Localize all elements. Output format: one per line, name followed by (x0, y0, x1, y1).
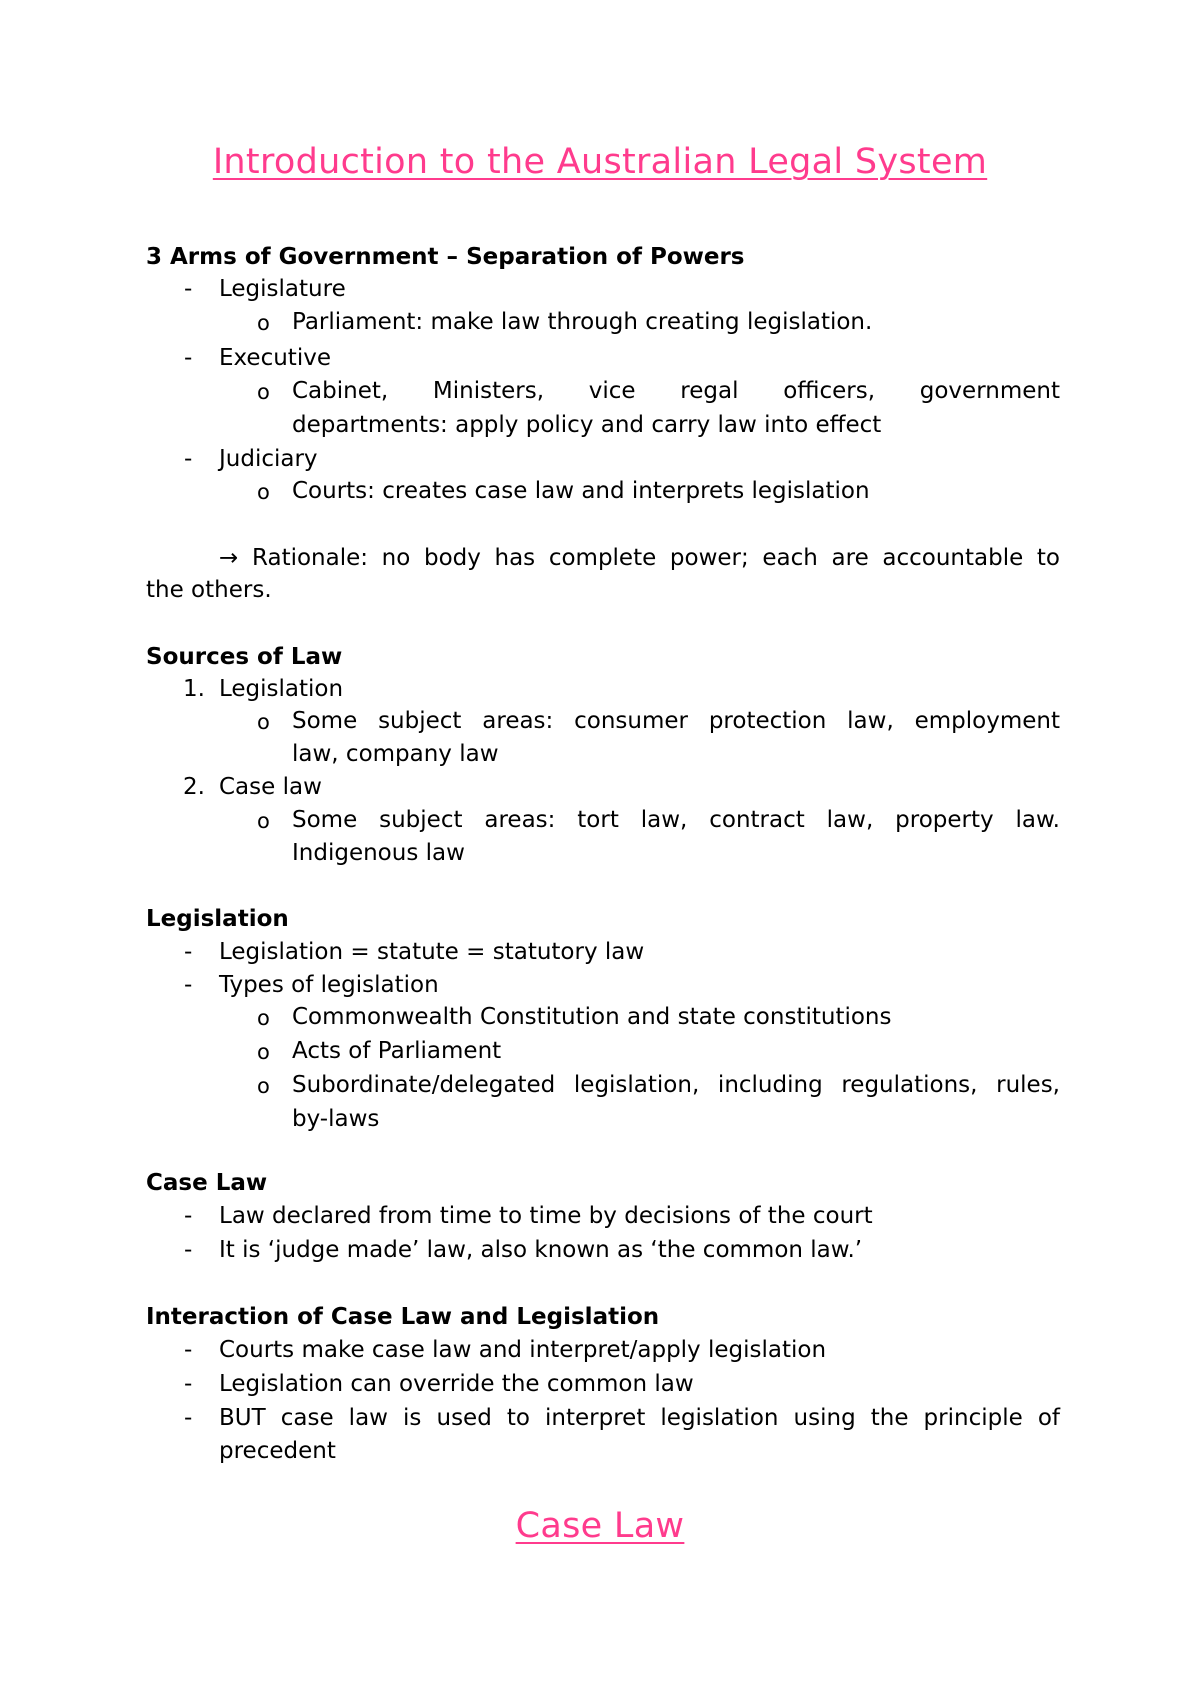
bullet-marker: o (257, 1040, 270, 1064)
bullet-marker: o (257, 1006, 270, 1030)
section-heading-sources: Sources of Law (146, 644, 343, 670)
list-item-law-declared: Law declared from time to time by decisions of the court (219, 1203, 873, 1229)
sub-item-courts: Courts: creates case law and interprets legislation (292, 478, 870, 504)
dash-marker: - (184, 446, 193, 472)
sub-item-caselaw-areas-line1: Some subject areas: tort law, contract law, property law. (292, 807, 1060, 833)
dash-marker: - (184, 1337, 193, 1363)
dash-marker: - (184, 972, 193, 998)
list-item-precedent-line1: BUT case law is used to interpret legislation using the principle of (219, 1405, 1060, 1431)
dash-marker: - (184, 345, 193, 371)
list-number: 1. (183, 676, 205, 702)
dash-marker: - (184, 1405, 193, 1431)
list-item-legislature: Legislature (219, 276, 346, 302)
bullet-marker: o (257, 480, 270, 504)
word: vice (588, 378, 636, 404)
word: Cabinet, (292, 378, 389, 404)
list-item-judiciary: Judiciary (219, 446, 318, 472)
sub-item-legislation-areas-line1: Some subject areas: consumer protection law, employment (292, 708, 1060, 734)
sub-item-subordinate-line2: by-laws (292, 1106, 380, 1132)
dash-marker: - (184, 1203, 193, 1229)
dash-marker: - (184, 1237, 193, 1263)
section-heading-legislation: Legislation (146, 906, 289, 932)
bullet-marker: o (257, 809, 270, 833)
rationale-line1: Rationale: no body has complete power; each are accountable to (252, 545, 1060, 571)
list-item-override: Legislation can override the common law (219, 1371, 694, 1397)
section-title-case-law: Case Law (515, 1506, 685, 1546)
bullet-marker: o (257, 710, 270, 734)
list-item-judge-made: It is ‘judge made’ law, also known as ‘the common law.’ (219, 1237, 863, 1263)
sub-item-legislation-areas-line2: law, company law (292, 741, 499, 767)
word: Ministers, (432, 378, 545, 404)
rationale-line2: the others. (146, 577, 272, 603)
bullet-marker: o (257, 380, 270, 404)
sub-item-constitution: Commonwealth Constitution and state constitutions (292, 1004, 892, 1030)
list-number: 2. (183, 774, 205, 800)
dash-marker: - (184, 276, 193, 302)
bullet-marker: o (257, 1074, 270, 1098)
section-heading-interaction: Interaction of Case Law and Legislation (146, 1304, 660, 1330)
list-item-precedent-line2: precedent (219, 1438, 336, 1464)
list-item-types: Types of legislation (219, 972, 439, 998)
sub-item-acts: Acts of Parliament (292, 1038, 502, 1064)
word: regal (680, 378, 739, 404)
arrow-icon: → (219, 545, 239, 571)
list-item-legislation: Legislation (219, 676, 344, 702)
dash-marker: - (184, 1371, 193, 1397)
list-item-executive: Executive (219, 345, 331, 371)
sub-item-caselaw-areas-line2: Indigenous law (292, 840, 465, 866)
sub-item-parliament: Parliament: make law through creating legislation. (292, 309, 873, 335)
list-item-case-law: Case law (219, 774, 322, 800)
section-heading-arms: 3 Arms of Government – Separation of Powers (146, 244, 745, 270)
list-item-statute: Legislation = statute = statutory law (219, 939, 645, 965)
dash-marker: - (184, 939, 193, 965)
list-item-courts-make: Courts make case law and interpret/apply legislation (219, 1337, 827, 1363)
sub-item-subordinate-line1: Subordinate/delegated legislation, including regulations, rules, (292, 1072, 1060, 1098)
word: officers, (783, 378, 876, 404)
sub-item-cabinet-line1 (292, 376, 1060, 406)
page-title: Introduction to the Australian Legal System (212, 142, 988, 182)
sub-item-cabinet-line2: departments: apply policy and carry law into effect (292, 412, 882, 438)
bullet-marker: o (257, 311, 270, 335)
word: government (919, 378, 1060, 404)
section-heading-case-law: Case Law (146, 1170, 268, 1196)
